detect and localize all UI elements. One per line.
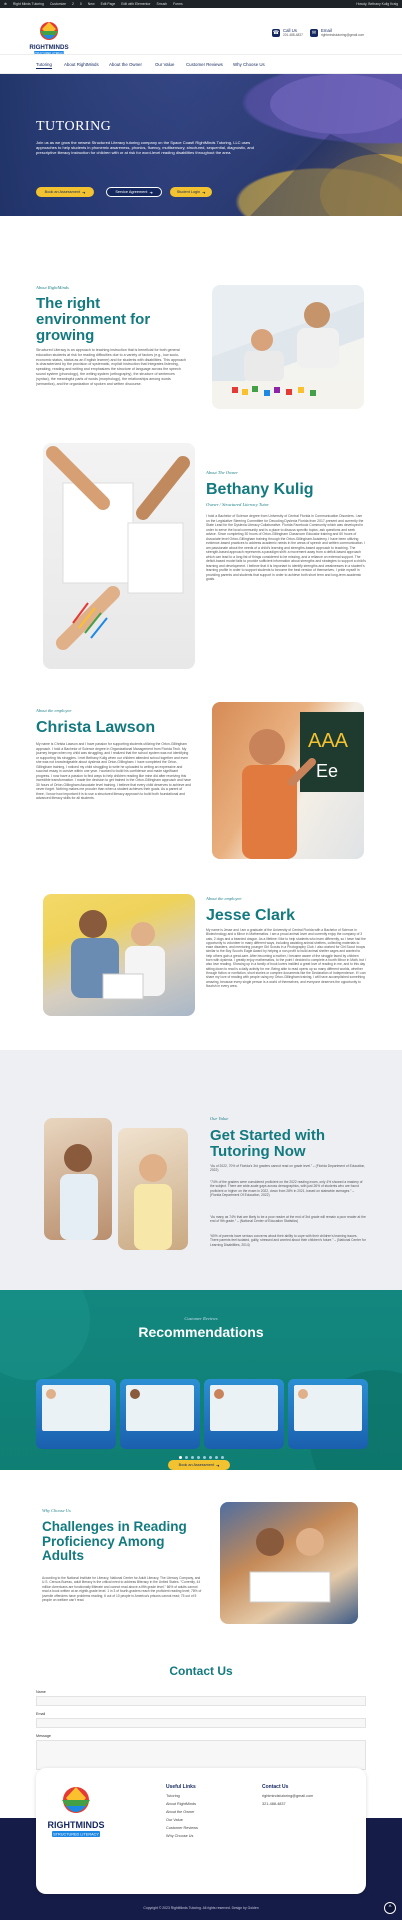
stat-item: “60% of parents have serious concerns about their ability to cope with their children’s learning issues. There parents feel isolated, guilty, stressed and worried about their children’s future.” – (National Center for Learning Disabilities, 2014)	[210, 1234, 366, 1247]
svg-text:RIGHTMINDS: RIGHTMINDS	[29, 44, 69, 51]
nav-item-why-choose-us[interactable]: Why Choose Us	[233, 62, 265, 67]
call-contact[interactable]	[272, 28, 303, 37]
stat-item: “As of 2022, 70% of Florida’s 3rd graders cannot read on grade level.” – (Florida Department of Education, 2022)	[210, 1164, 366, 1173]
section-eyebrow: About the employee	[36, 708, 72, 713]
section-eyebrow: Customer Reviews	[184, 1316, 218, 1321]
admin-bar-item[interactable]: Smush	[156, 2, 168, 6]
avatar	[130, 1389, 140, 1399]
owner-name: Bethany Kulig	[206, 481, 314, 498]
email-label: Email	[321, 28, 332, 33]
useful-links-title: Useful Links	[166, 1784, 196, 1790]
started-title: Get Started with Tutoring Now	[210, 1127, 326, 1160]
review-card-content	[42, 1385, 110, 1431]
svg-text:AAA: AAA	[308, 730, 349, 752]
email-contact[interactable]	[310, 28, 364, 37]
admin-bar-item[interactable]: New	[87, 2, 95, 6]
footer-phone[interactable]: 321-488-4837	[262, 1802, 286, 1806]
section-eyebrow: Our Value	[210, 1116, 229, 1121]
footer-link-why-choose-us[interactable]: Why Choose Us	[166, 1834, 194, 1838]
avatar	[214, 1389, 224, 1399]
recommendations-title: Recommendations	[138, 1324, 264, 1340]
arrow-right-icon: ➜	[202, 190, 206, 195]
admin-bar-user[interactable]: Howdy, Bethany Kulig Kraig	[356, 2, 398, 6]
admin-bar-item[interactable]: Right Minds Tutoring	[12, 2, 44, 6]
hero-banner	[0, 74, 402, 216]
section-eyebrow: About the employee	[206, 896, 242, 901]
admin-bar-item[interactable]: Edit Page	[100, 2, 116, 6]
nav-item-about-rightminds[interactable]: About RightMinds	[64, 62, 99, 67]
button-label: Service Agreement	[115, 190, 148, 194]
avatar	[46, 1389, 56, 1399]
button-label: Student Login	[176, 190, 201, 194]
name-field[interactable]	[36, 1696, 366, 1706]
owner-role: Owner / Structured Literacy Tutor	[206, 502, 269, 507]
section-eyebrow: Why Choose Us	[42, 1508, 71, 1513]
student-photo-left	[44, 1118, 112, 1240]
nav-item-our-value[interactable]: Our Value	[155, 62, 175, 67]
admin-bar-item[interactable]: 2	[71, 2, 74, 6]
footer-link-about-owner[interactable]: About the Owner	[166, 1810, 195, 1814]
kids-drawing-photo	[43, 443, 195, 669]
email-field[interactable]	[36, 1718, 366, 1728]
arrow-right-icon: ➜	[149, 190, 153, 195]
teacher-chalkboard-photo	[212, 702, 364, 859]
stat-item: “74% of the graders were considered proficient on the 2022 reading exam, only 4% showed a mastery of the subject. There are wide-scale gaps across demographics, with just 26% of students who are found proficient or higher on the exam in 2022, down from 28% in 2021, based on statewide averages.” – (Florida Department Of Education, 2022)	[210, 1180, 363, 1198]
carousel-dots[interactable]	[150, 1456, 252, 1459]
nav-item-customer-reviews[interactable]: Customer Reviews	[186, 62, 223, 67]
admin-bar-item[interactable]: Forms	[173, 2, 183, 6]
admin-bar	[0, 0, 402, 8]
admin-bar-item[interactable]: 0	[79, 2, 82, 6]
button-label: Book an Assessment	[44, 190, 81, 194]
challenges-text: According to the National Institute for Literacy, National Center for Adult Literacy, The Literacy Company, and U.S. Census Bureau, adult literacy is the critical need to address illiteracy in the United States. "Currently, 44 million Americans are functionally illiterate and cannot read above a fifth grade level." 66% of adults cannot read a book written at an eighth-grade level. 1 in 3 of fourth-graders reach the proficient reading level; 78% of juvenile offenders have problems reading; 6 out of 10 people in America’s prisons cannot read; 75 out of 5 people on welfare can’t read.	[42, 1576, 202, 1603]
arrow-right-icon: ➜	[82, 190, 86, 195]
svg-text:Ee: Ee	[316, 761, 339, 781]
footer-link-tutoring[interactable]: Tutoring	[166, 1794, 180, 1798]
review-card[interactable]	[288, 1379, 368, 1449]
svg-text:STRUCTURED LITERACY: STRUCTURED LITERACY	[53, 1832, 99, 1837]
section-eyebrow: About The Owner	[206, 470, 238, 475]
footer-logo[interactable]	[44, 1780, 108, 1844]
footer-card	[36, 1768, 366, 1894]
message-label: Message	[36, 1734, 51, 1738]
review-card[interactable]	[36, 1379, 116, 1449]
review-card[interactable]	[204, 1379, 284, 1449]
employee-name-jesse: Jesse Clark	[206, 907, 295, 924]
svg-text:RIGHTMINDS: RIGHTMINDS	[47, 1820, 105, 1830]
review-card-content	[294, 1385, 362, 1431]
message-field[interactable]	[36, 1740, 366, 1770]
service-agreement-button[interactable]	[106, 187, 162, 197]
about-text: Structured Literacy is an approach to teaching instruction that is beneficial for both general education students at risk for reading difficulties due to a variety of factors (e.g., low socio-economic status, status as an English learner) and for students with disabilities. This approach is characterized by the provision of systematic, explicit instruction that integrates listening, speaking, reading and writing and emphasizes the structure of language across the speech sound system (phonology), the writing system (orthography), the structure of sentences (syntax), the meaningful parts of words (morphology), the relationships among words (semantics), and the organization of spoken and written discourse.	[36, 348, 186, 386]
chevron-up-icon: ^	[388, 1905, 392, 1911]
wp-logo-icon[interactable]: ⊕	[4, 2, 7, 6]
employee-name-christa: Christa Lawson	[36, 719, 156, 736]
phone-icon: ☎	[272, 29, 280, 36]
admin-bar-item[interactable]: Edit with Elementor	[121, 2, 151, 6]
review-card-content	[126, 1385, 194, 1431]
button-label: Book an Assessment	[178, 1463, 215, 1467]
call-label: Call Us	[283, 28, 297, 33]
hero-description: Join us as we grow the newest Structured Literacy tutoring company on the Space Coast! RightMinds Tutoring, LLC uses approaches to help students in phonemic awareness, phonics, fluency, multisensory, structured, sequential, diagnostic, and prescriptive literacy instruction for children with or at risk for word-level reading disabilities throughout the area.	[36, 140, 254, 155]
envelope-icon: ✉	[311, 29, 317, 36]
student-photo-right	[118, 1128, 188, 1250]
footer-link-customer-reviews[interactable]: Customer Reviews	[166, 1826, 198, 1830]
about-title: The right environment for growing	[36, 295, 151, 344]
review-card-content	[210, 1385, 278, 1431]
nav-item-tutoring[interactable]: Tutoring	[36, 62, 52, 67]
arrow-right-icon: ➜	[216, 1463, 220, 1468]
student-login-button[interactable]	[170, 187, 212, 197]
hero-title: TUTORING	[36, 119, 112, 134]
book-assessment-button[interactable]	[36, 187, 94, 197]
nav-item-about-owner[interactable]: About the Owner	[109, 62, 142, 67]
employee-bio-christa: My name is Christa Lawson and I have passion for supporting students utilizing the Orton-Gillingham approach. I hold a Bachelor of Science degree in Organizational Management from Florida Tech. My journey began when my child was struggling, and I realized that the school system was not identifying or supporting his struggles. I met Bethany Kulig when our children attended school together and even she was not knowledgeable about dyslexia and Orton-Gillingham. I have completed the Orton-Gillingham training, I noticed my child struggling to write he uploaded to writing an expressive and succinct essay in cursive within one year. I worked to build his confidence and made significant progress. I now have a passion to find ways to help children reading like mine did after receiving this incredible transformation. I made the decision to get trained in the Orton-Gillingham approach and have 30 hours of Orton-Gillingham Associate level training. I believe that every child deserves to achieve and never forget. Nothing makes me prouder than when a student achieves their goals. As a parent of three, I know how important it is to use a structured literacy approach to build both foundational and advanced literacy skills for all students.	[36, 742, 191, 800]
site-logo[interactable]	[28, 17, 70, 59]
employee-bio-jesse: My name is Jesse and I am a graduate of the University of Central Florida with a Bachelor of Science in Biotechnology and a Minor in Mathematics. I am a proud animal lover and currently enjoy the company of 3 cats, 2 dogs and a bearded dragon. As a lifetime I like to help students who learn differently, so I have had the opportunity to volunteer in many different ways, including assisting animal shelters, collecting materials to ease disasters, and mentoring younger Girl Scouts in a Photography Club. I also worked for Girl Scout troops similar to the Boy Scout’s Eagle Award by helping a non-profit to build animal shelter cages and wanted to help others gain a great-care. After becoming a mother, I became aware of the struggle faced by children born with dyslexia. I greatly enjoy mathematics, to the point I decided to complete a fourth Minor in Math, but I also love reading. Showing up in a family of book lovers instilled a great love of reading in me, and to this day sitting down to read is a daily activity for me. Being able to read opens up so many different worlds, whether through fiction or nonfiction, short stories or complex documents like the Declaration of Independence. If I can share my love of reading with people using my Orton-Gillingham training, I will have accomplished something amazing, because every single person is a world of themselves, and everyone deserves the opportunity to flourish in every area.	[206, 928, 366, 988]
site-header	[0, 8, 402, 54]
admin-bar-item[interactable]: Customize	[49, 2, 66, 6]
copyright: Copyright © 2023 RightMinds Tutoring. All rights reserved. Design by Golden	[143, 1906, 259, 1910]
email-value: rightmindstutoring@gmail.com	[321, 33, 365, 37]
book-assessment-button[interactable]	[168, 1460, 230, 1470]
main-nav	[0, 54, 402, 74]
classroom-photo	[212, 285, 364, 409]
email-label: Email	[36, 1712, 46, 1716]
footer-contact-title: Contact Us	[262, 1784, 289, 1790]
review-card[interactable]	[120, 1379, 200, 1449]
challenges-title: Challenges in Reading Proficiency Among Adults	[42, 1519, 187, 1563]
call-value: 201-488-4837	[283, 33, 303, 37]
contact-title: Contact Us	[169, 1664, 233, 1678]
stat-item: “As many as 74% that are likely to be a poor reader at the end of 3rd grade will remain a poor reader at the end of 9th grade.” – (National Center of Education Statistics)	[210, 1215, 366, 1224]
children-reading-photo	[220, 1502, 358, 1624]
footer-email[interactable]: rightmindstutoring@gmail.com	[262, 1794, 314, 1798]
footer-link-our-value[interactable]: Our Value	[166, 1818, 183, 1822]
scroll-top-button[interactable]	[384, 1902, 396, 1914]
avatar	[298, 1389, 308, 1399]
section-eyebrow: About RightMinds	[36, 285, 69, 290]
owner-bio: I hold a Bachelor of Science degree from University of Central Florida in Communication Disorders. I am on the Legislative Steering Committee for Decoding Dyslexia Florida from 2017-present and currently the State Lead for the Dyslexia Literacy Collaborative. Florida Facebook Community which was developed in order to serve the local community and is a place to discuss specific topics, ask questions and seek advice. Since completing 30 hours of Orton-Gillingham Classroom Educator training and 60 hours of Associate level Orton-Gillingham training through the Orton-Gillingham Academy, I have been utilizing evidence-based practices to address academic needs in the areas of speech and written communication. I am passionate about the needs of a child’s learning and strengths-based approach to teaching. The strength-based approach represents a paradigm shift: a movement away from a deficit-based approach which can lead to a long list of things considered to be missing, and a reliance on external support. The deficit-based model fails to provide sufficient information about strengths and strategies to support a child’s learning and development. I believe that it is important to identify strengths and weaknesses in a student’s learning profile in order to support students to become the best version of themselves. I pride myself in providing parents and students that support in order to achieve both short term and long-term academic goals.	[206, 514, 366, 581]
family-reading-photo	[43, 894, 195, 1016]
name-label: Name	[36, 1690, 46, 1694]
footer-link-about-rightminds[interactable]: About RightMinds	[166, 1802, 196, 1806]
